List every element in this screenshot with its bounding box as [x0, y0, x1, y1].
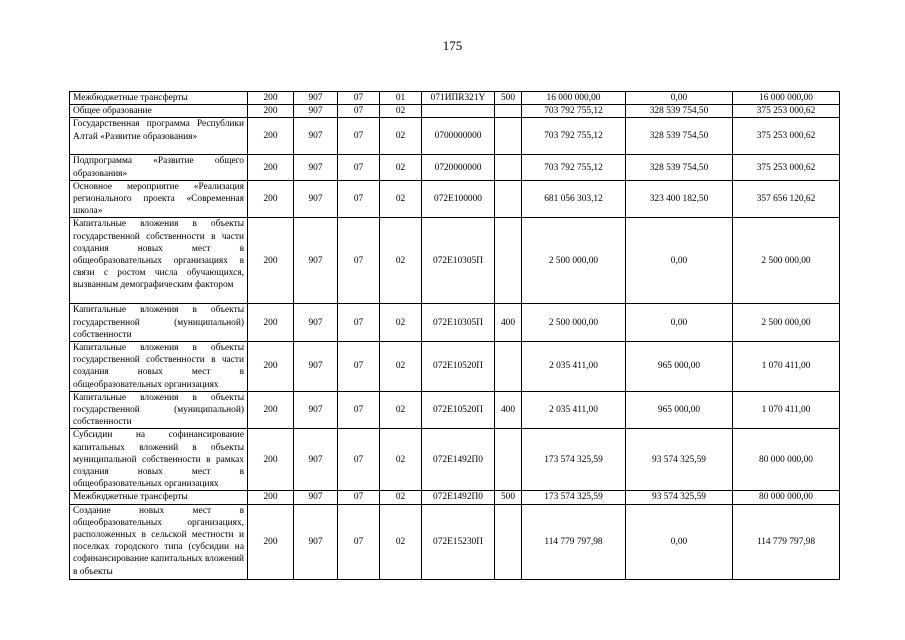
- row-name-cell: Капитальные вложения в объекты государственной собственности в части создания новых мест в общеобразовательных организациях: [70, 342, 248, 392]
- page-number: 175: [442, 38, 463, 53]
- row-amount-cell: 0,00: [626, 504, 733, 579]
- row-target-article-cell: 0700000000: [422, 118, 495, 155]
- row-code-cell: 02: [380, 180, 422, 218]
- row-code-cell: 200: [248, 155, 294, 180]
- row-target-article-cell: 072E1492П0: [422, 491, 495, 504]
- row-expense-type-cell: [495, 429, 522, 491]
- row-code-cell: 07: [338, 218, 380, 304]
- table-row: [70, 180, 840, 218]
- row-code-cell: 02: [380, 391, 422, 429]
- table-row: [70, 118, 840, 155]
- row-code-cell: 200: [248, 218, 294, 304]
- row-code-cell: 02: [380, 429, 422, 491]
- row-code-cell: 07: [338, 391, 380, 429]
- row-code-cell: 02: [380, 342, 422, 392]
- row-code-cell: 07: [338, 504, 380, 579]
- row-code-cell: 200: [248, 304, 294, 342]
- row-name-cell: Межбюджетные трансферты: [70, 491, 248, 504]
- row-expense-type-cell: 400: [495, 304, 522, 342]
- row-code-cell: 907: [294, 118, 338, 155]
- row-name-cell: Капитальные вложения в объекты государственной собственности в части создания новых мест в общеобразовательных организациях в связи с ростом числа обучающихся, вызванным демографическим фактором: [70, 218, 248, 304]
- row-code-cell: 02: [380, 304, 422, 342]
- row-code-cell: 200: [248, 342, 294, 392]
- row-amount-cell: 375 253 000,62: [733, 118, 840, 155]
- row-code-cell: 07: [338, 180, 380, 218]
- row-code-cell: 907: [294, 180, 338, 218]
- row-code-cell: 01: [380, 92, 422, 105]
- row-code-cell: 07: [338, 155, 380, 180]
- row-code-cell: 907: [294, 155, 338, 180]
- row-name-cell: Государственная программа Республики Алтай «Развитие образования»: [70, 118, 248, 155]
- row-amount-cell: 1 070 411,00: [733, 391, 840, 429]
- row-code-cell: 907: [294, 304, 338, 342]
- row-code-cell: 07: [338, 429, 380, 491]
- row-target-article-cell: 0720000000: [422, 155, 495, 180]
- row-name-cell: Основное мероприятие «Реализация регионального проекта «Современная школа»: [70, 180, 248, 218]
- row-amount-cell: 2 500 000,00: [733, 304, 840, 342]
- row-expense-type-cell: 400: [495, 391, 522, 429]
- table-row: [70, 429, 840, 491]
- row-amount-cell: 2 500 000,00: [733, 218, 840, 304]
- row-code-cell: 200: [248, 391, 294, 429]
- row-code-cell: 200: [248, 180, 294, 218]
- row-code-cell: 200: [248, 105, 294, 118]
- row-expense-type-cell: [495, 180, 522, 218]
- row-code-cell: 02: [380, 105, 422, 118]
- row-target-article-cell: 072E15230П: [422, 504, 495, 579]
- row-code-cell: 02: [380, 155, 422, 180]
- row-amount-cell: 93 574 325,59: [626, 491, 733, 504]
- row-amount-cell: 965 000,00: [626, 342, 733, 392]
- row-amount-cell: 375 253 000,62: [733, 155, 840, 180]
- row-amount-cell: 328 539 754,50: [626, 105, 733, 118]
- row-code-cell: 200: [248, 92, 294, 105]
- row-code-cell: 02: [380, 504, 422, 579]
- row-expense-type-cell: [495, 105, 522, 118]
- row-code-cell: 07: [338, 491, 380, 504]
- row-name-cell: Общее образование: [70, 105, 248, 118]
- row-code-cell: 07: [338, 342, 380, 392]
- row-code-cell: 200: [248, 429, 294, 491]
- row-total-amount-cell: 681 056 303,12: [522, 180, 626, 218]
- row-target-article-cell: 072E10520П: [422, 342, 495, 392]
- row-total-amount-cell: 2 500 000,00: [522, 304, 626, 342]
- row-target-article-cell: 072E100000: [422, 180, 495, 218]
- row-amount-cell: 965 000,00: [626, 391, 733, 429]
- table-row: [70, 304, 840, 342]
- row-amount-cell: 0,00: [626, 92, 733, 105]
- row-expense-type-cell: [495, 155, 522, 180]
- row-amount-cell: 323 400 182,50: [626, 180, 733, 218]
- row-expense-type-cell: [495, 118, 522, 155]
- table-row: [70, 342, 840, 392]
- row-name-cell: Капитальные вложения в объекты государственной (муниципальной) собственности: [70, 304, 248, 342]
- row-amount-cell: 357 656 120,62: [733, 180, 840, 218]
- row-amount-cell: 114 779 797,98: [733, 504, 840, 579]
- row-code-cell: 907: [294, 429, 338, 491]
- row-code-cell: 907: [294, 218, 338, 304]
- row-target-article-cell: 072E10305П: [422, 304, 495, 342]
- row-total-amount-cell: 173 574 325,59: [522, 429, 626, 491]
- row-name-cell: Создание новых мест в общеобразовательных организациях, расположенных в сельской местности и поселках городского типа (субсидии на софинансирование капитальных вложений в объекты: [70, 504, 248, 579]
- row-total-amount-cell: 2 500 000,00: [522, 218, 626, 304]
- row-code-cell: 907: [294, 105, 338, 118]
- row-code-cell: 200: [248, 118, 294, 155]
- row-amount-cell: 80 000 000,00: [733, 491, 840, 504]
- row-amount-cell: 1 070 411,00: [733, 342, 840, 392]
- row-name-cell: Подпрограмма «Развитие общего образования»: [70, 155, 248, 180]
- row-code-cell: 907: [294, 504, 338, 579]
- row-code-cell: 907: [294, 391, 338, 429]
- row-total-amount-cell: 703 792 755,12: [522, 105, 626, 118]
- row-amount-cell: 93 574 325,59: [626, 429, 733, 491]
- row-expense-type-cell: [495, 218, 522, 304]
- table-row: [70, 155, 840, 180]
- row-target-article-cell: 072E1492П0: [422, 429, 495, 491]
- row-expense-type-cell: [495, 342, 522, 392]
- row-code-cell: 07: [338, 105, 380, 118]
- row-code-cell: 07: [338, 118, 380, 155]
- row-expense-type-cell: 500: [495, 491, 522, 504]
- row-code-cell: 200: [248, 504, 294, 579]
- budget-table: [69, 91, 840, 580]
- table-row: [70, 218, 840, 304]
- row-target-article-cell: 072E10305П: [422, 218, 495, 304]
- row-code-cell: 02: [380, 218, 422, 304]
- row-target-article-cell: 072E10520П: [422, 391, 495, 429]
- row-code-cell: 07: [338, 92, 380, 105]
- row-expense-type-cell: [495, 504, 522, 579]
- row-code-cell: 907: [294, 92, 338, 105]
- row-total-amount-cell: 2 035 411,00: [522, 391, 626, 429]
- table-row: [70, 491, 840, 504]
- row-code-cell: 02: [380, 118, 422, 155]
- table-row: [70, 391, 840, 429]
- row-total-amount-cell: 114 779 797,98: [522, 504, 626, 579]
- row-amount-cell: 328 539 754,50: [626, 118, 733, 155]
- row-amount-cell: 0,00: [626, 218, 733, 304]
- row-code-cell: 200: [248, 491, 294, 504]
- row-target-article-cell: [422, 105, 495, 118]
- table-row: [70, 105, 840, 118]
- row-code-cell: 907: [294, 342, 338, 392]
- row-total-amount-cell: 173 574 325,59: [522, 491, 626, 504]
- row-amount-cell: 0,00: [626, 304, 733, 342]
- row-total-amount-cell: 703 792 755,12: [522, 155, 626, 180]
- row-target-article-cell: 071ИПR321Y: [422, 92, 495, 105]
- row-amount-cell: 375 253 000,62: [733, 105, 840, 118]
- row-total-amount-cell: 2 035 411,00: [522, 342, 626, 392]
- table-row: [70, 504, 840, 579]
- row-total-amount-cell: 703 792 755,12: [522, 118, 626, 155]
- row-code-cell: 02: [380, 491, 422, 504]
- row-expense-type-cell: 500: [495, 92, 522, 105]
- row-name-cell: Субсидии на софинансирование капитальных вложений в объекты муниципальной собственности в рамках создания новых мест в общеобразовательных организациях: [70, 429, 248, 491]
- row-total-amount-cell: 16 000 000,00: [522, 92, 626, 105]
- row-amount-cell: 328 539 754,50: [626, 155, 733, 180]
- row-code-cell: 907: [294, 491, 338, 504]
- row-amount-cell: 16 000 000,00: [733, 92, 840, 105]
- row-code-cell: 07: [338, 304, 380, 342]
- table-row: [70, 92, 840, 105]
- row-amount-cell: 80 000 000,00: [733, 429, 840, 491]
- row-name-cell: Капитальные вложения в объекты государственной (муниципальной) собственности: [70, 391, 248, 429]
- row-name-cell: Межбюджетные трансферты: [70, 92, 248, 105]
